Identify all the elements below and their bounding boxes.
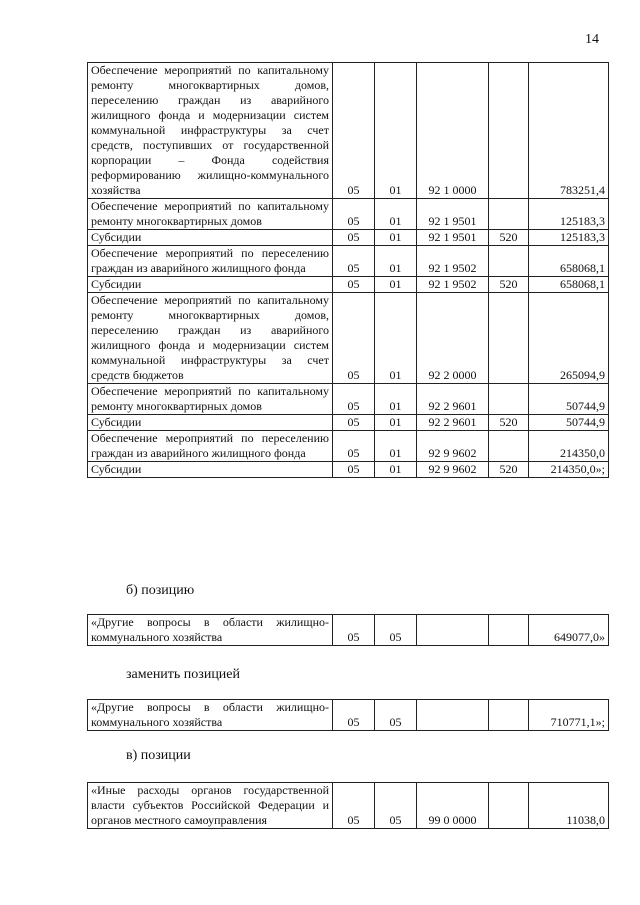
row-csr: 92 1 9502	[417, 246, 489, 277]
row-csr: 92 1 9501	[417, 199, 489, 230]
row-sum: 50744,9	[529, 384, 609, 415]
row-name: Обеспечение мероприятий по переселению граждан из аварийного жилищного фонда	[88, 431, 333, 462]
row-sum: 710771,1»;	[529, 700, 609, 731]
row-pr: 05	[375, 700, 417, 731]
table-row	[88, 199, 609, 230]
row-vr	[489, 615, 529, 646]
row-vr	[489, 431, 529, 462]
row-csr: 92 2 9601	[417, 415, 489, 431]
row-rz: 05	[333, 700, 375, 731]
row-pr: 01	[375, 246, 417, 277]
row-vr: 520	[489, 230, 529, 246]
row-pr: 01	[375, 462, 417, 478]
row-name: Обеспечение мероприятий по капитальному ремонту многоквартирных домов	[88, 384, 333, 415]
row-rz: 05	[333, 783, 375, 829]
budget-table-section-b	[87, 614, 609, 646]
row-rz: 05	[333, 431, 375, 462]
row-name: Субсидии	[88, 415, 333, 431]
table-row	[88, 277, 609, 293]
row-vr: 520	[489, 277, 529, 293]
table-row	[88, 415, 609, 431]
row-csr: 99 0 0000	[417, 783, 489, 829]
table-row	[88, 783, 609, 829]
row-vr	[489, 384, 529, 415]
row-rz: 05	[333, 462, 375, 478]
row-csr: 92 1 9501	[417, 230, 489, 246]
row-csr: 92 1 0000	[417, 63, 489, 199]
row-name: Субсидии	[88, 277, 333, 293]
row-sum: 658068,1	[529, 246, 609, 277]
row-pr: 05	[375, 615, 417, 646]
row-name: Субсидии	[88, 462, 333, 478]
row-sum: 214350,0»;	[529, 462, 609, 478]
row-csr: 92 9 9602	[417, 462, 489, 478]
row-sum: 265094,9	[529, 293, 609, 384]
row-rz: 05	[333, 293, 375, 384]
section-v-label: в) позиции	[126, 748, 191, 763]
row-pr: 01	[375, 415, 417, 431]
row-vr	[489, 783, 529, 829]
row-pr: 01	[375, 431, 417, 462]
row-sum: 214350,0	[529, 431, 609, 462]
row-pr: 01	[375, 199, 417, 230]
table-row	[88, 700, 609, 731]
table-row	[88, 63, 609, 199]
row-vr	[489, 63, 529, 199]
row-name: «Иные расходы органов государственной власти субъектов Российской Федерации и органов местного самоуправления	[88, 783, 333, 829]
row-name: Обеспечение мероприятий по капитальному ремонту многоквартирных домов	[88, 199, 333, 230]
row-csr: 92 1 9502	[417, 277, 489, 293]
row-vr	[489, 246, 529, 277]
table-row	[88, 384, 609, 415]
row-sum: 50744,9	[529, 415, 609, 431]
row-name: Обеспечение мероприятий по капитальному ремонту многоквартирных домов, переселению граждан из аварийного жилищного фонда и модернизации систем коммунальной инфраструктуры за счет средств, поступивших от государственной корпорации – Фонда содействия реформированию жилищно-коммунального хозяйства	[88, 63, 333, 199]
row-sum: 125183,3	[529, 230, 609, 246]
row-sum: 649077,0»	[529, 615, 609, 646]
row-sum: 125183,3	[529, 199, 609, 230]
row-name: Субсидии	[88, 230, 333, 246]
row-csr: 92 2 9601	[417, 384, 489, 415]
page-number: 14	[585, 32, 599, 47]
row-name: «Другие вопросы в области жилищно-коммунального хозяйства	[88, 700, 333, 731]
table-row	[88, 462, 609, 478]
row-csr	[417, 615, 489, 646]
budget-table-main	[87, 62, 609, 478]
table-row	[88, 615, 609, 646]
row-name: Обеспечение мероприятий по капитальному ремонту многоквартирных домов, переселению граждан из аварийного жилищного фонда и модернизации систем коммунальной инфраструктуры за счет средств бюджетов	[88, 293, 333, 384]
row-vr	[489, 293, 529, 384]
row-vr	[489, 700, 529, 731]
table-row	[88, 431, 609, 462]
table-row	[88, 246, 609, 277]
row-pr: 05	[375, 783, 417, 829]
row-pr: 01	[375, 230, 417, 246]
row-name: Обеспечение мероприятий по переселению граждан из аварийного жилищного фонда	[88, 246, 333, 277]
table-row	[88, 293, 609, 384]
row-rz: 05	[333, 277, 375, 293]
row-sum: 658068,1	[529, 277, 609, 293]
row-vr: 520	[489, 415, 529, 431]
row-rz: 05	[333, 230, 375, 246]
section-replace-label: заменить позицией	[126, 667, 241, 682]
budget-table-section-replace	[87, 699, 609, 731]
row-vr: 520	[489, 462, 529, 478]
row-rz: 05	[333, 384, 375, 415]
row-pr: 01	[375, 63, 417, 199]
row-name: «Другие вопросы в области жилищно-коммунального хозяйства	[88, 615, 333, 646]
row-sum: 783251,4	[529, 63, 609, 199]
table-row	[88, 230, 609, 246]
row-rz: 05	[333, 615, 375, 646]
row-csr: 92 2 0000	[417, 293, 489, 384]
row-pr: 01	[375, 277, 417, 293]
row-pr: 01	[375, 384, 417, 415]
row-sum: 11038,0	[529, 783, 609, 829]
row-pr: 01	[375, 293, 417, 384]
row-csr	[417, 700, 489, 731]
row-rz: 05	[333, 63, 375, 199]
row-rz: 05	[333, 199, 375, 230]
row-rz: 05	[333, 415, 375, 431]
budget-table-section-v	[87, 782, 609, 829]
section-b-label: б) позицию	[126, 583, 195, 598]
row-csr: 92 9 9602	[417, 431, 489, 462]
row-rz: 05	[333, 246, 375, 277]
row-vr	[489, 199, 529, 230]
